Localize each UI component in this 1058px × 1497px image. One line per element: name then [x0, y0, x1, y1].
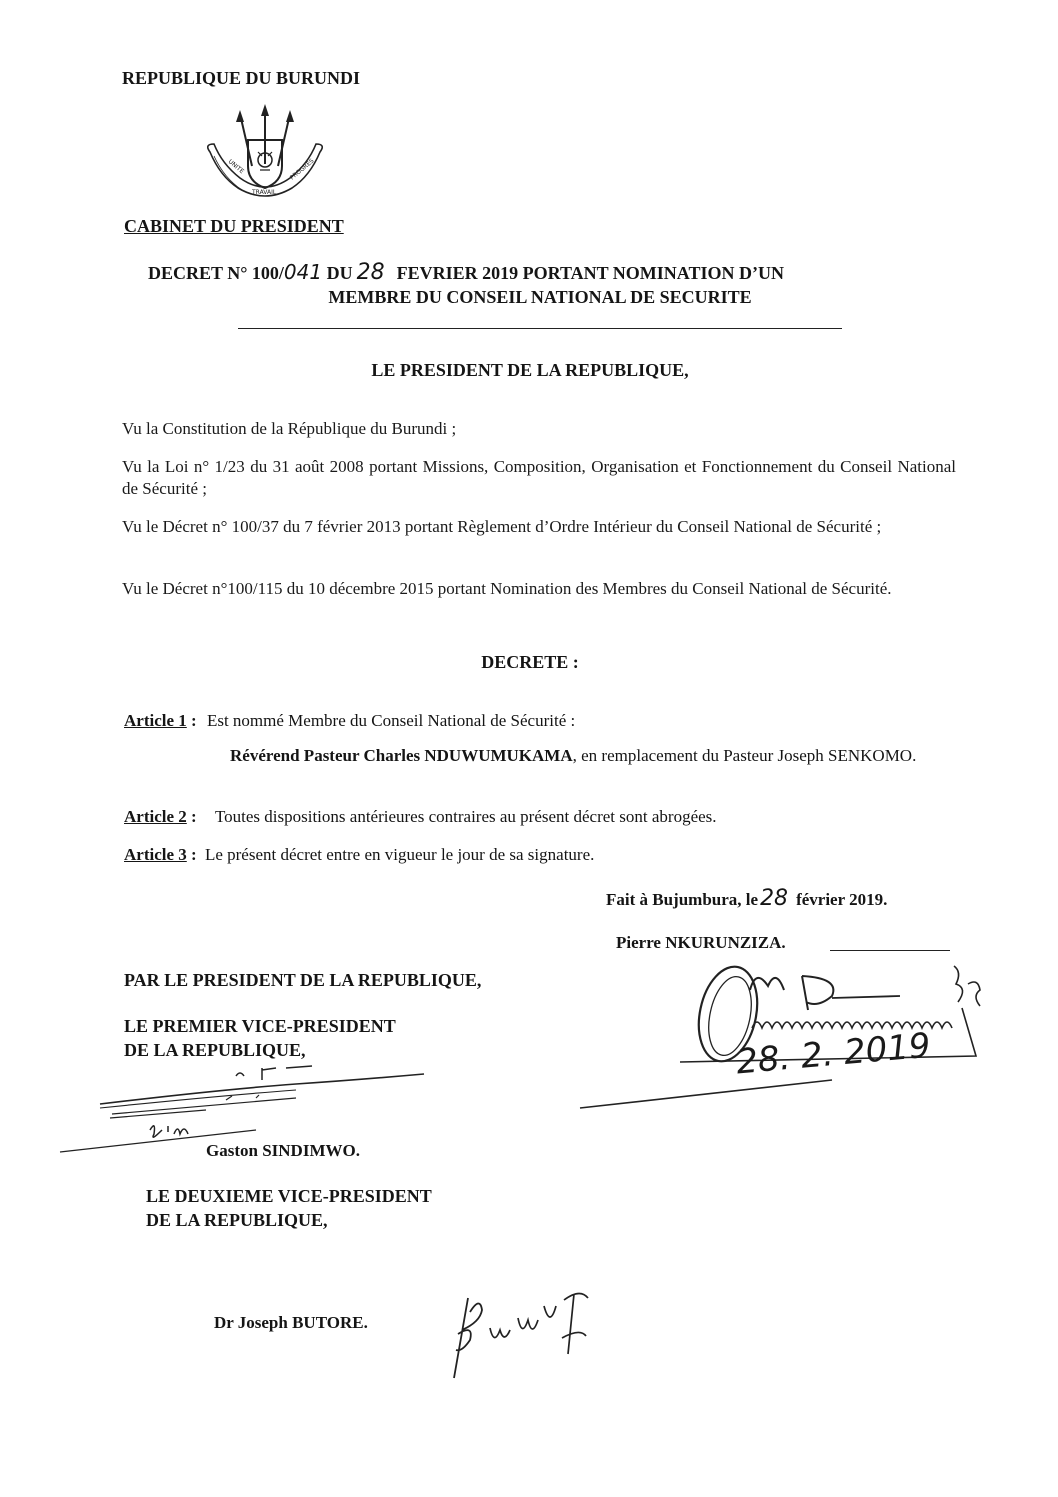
- article-1-appointee-name: Révérend Pasteur Charles NDUWUMUKAMA: [230, 746, 573, 765]
- president-name: Pierre NKURUNZIZA.: [616, 933, 786, 952]
- consideration-decree-2013: Vu le Décret n° 100/37 du 7 février 2013 portant Règlement d’Ordre Intérieur du Conseil National de Sécurité ;: [122, 517, 882, 536]
- president-name-line: [830, 950, 950, 951]
- president-signature: [570, 962, 1000, 1112]
- coat-of-arms-emblem: [200, 104, 330, 204]
- president-signature-date: 28. 2. 2019: [734, 1025, 933, 1083]
- svg-text:UNITE: UNITE: [226, 158, 246, 176]
- vp2-signature: [440, 1278, 620, 1388]
- vp1-title-line1: LE PREMIER VICE-PRESIDENT: [124, 1016, 396, 1036]
- country-heading: REPUBLIQUE DU BURUNDI: [122, 68, 361, 88]
- article-2-label: Article 2: [124, 807, 187, 826]
- article-1-appointee: [230, 745, 956, 767]
- cabinet-heading: CABINET DU PRESIDENT: [124, 216, 344, 236]
- decree-title-suffix: FEVRIER 2019 PORTANT NOMINATION D’UN: [396, 263, 784, 283]
- article-2-text: Toutes dispositions antérieures contraires au présent décret sont abrogées.: [214, 807, 717, 826]
- title-divider: [238, 328, 842, 329]
- vp2-title-line1: LE DEUXIEME VICE-PRESIDENT: [146, 1186, 432, 1206]
- decree-number-handwritten: 041: [283, 260, 323, 284]
- article-1-text: Est nommé Membre du Conseil National de Sécurité :: [206, 711, 576, 730]
- article-2-sep: :: [186, 807, 197, 826]
- president-heading: LE PRESIDENT DE LA REPUBLIQUE,: [371, 360, 689, 380]
- place-date-suffix: février 2019.: [796, 890, 888, 909]
- decree-day-handwritten: 28: [356, 260, 385, 285]
- place-date-day-handwritten: 28: [760, 886, 789, 911]
- article-3-sep: :: [186, 845, 197, 864]
- article-3: [124, 844, 956, 866]
- par-le-president: PAR LE PRESIDENT DE LA REPUBLIQUE,: [124, 970, 482, 990]
- place-date: [606, 888, 887, 911]
- place-date-prefix: Fait à Bujumbura, le: [606, 890, 759, 909]
- vp1-title-line2: DE LA REPUBLIQUE,: [124, 1040, 306, 1060]
- article-1-sep: :: [186, 711, 197, 730]
- decree-title-line2: MEMBRE DU CONSEIL NATIONAL DE SECURITE: [328, 287, 752, 307]
- decrete-heading: DECRETE :: [481, 652, 579, 672]
- article-3-label: Article 3: [124, 845, 187, 864]
- consideration-constitution: Vu la Constitution de la République du Burundi ;: [122, 419, 457, 438]
- article-1-label: Article 1: [124, 711, 187, 730]
- article-3-text: Le présent décret entre en vigueur le jour de sa signature.: [204, 845, 595, 864]
- consideration-decree-2015: Vu le Décret n°100/115 du 10 décembre 2015 portant Nomination des Membres du Conseil National de Sécurité.: [122, 579, 892, 598]
- svg-text:TRAVAIL: TRAVAIL: [252, 189, 277, 196]
- article-1: [124, 710, 956, 732]
- decree-title-du: DU: [326, 263, 353, 283]
- decree-title-line1: [148, 260, 928, 285]
- vp2-name: Dr Joseph BUTORE.: [214, 1313, 368, 1332]
- vp1-name: Gaston SINDIMWO.: [206, 1141, 360, 1160]
- article-2: [124, 806, 956, 828]
- vp2-title-line2: DE LA REPUBLIQUE,: [146, 1210, 328, 1230]
- decree-title-prefix: DECRET N° 100/: [148, 263, 284, 283]
- svg-text:PROGRES: PROGRES: [288, 157, 316, 182]
- consideration-law: Vu la Loi n° 1/23 du 31 août 2008 portant Missions, Composition, Organisation et Fonctionnement du Conseil National de Sécurité ;: [122, 457, 956, 498]
- article-1-appointee-rest: , en remplacement du Pasteur Joseph SENKOMO.: [572, 746, 917, 765]
